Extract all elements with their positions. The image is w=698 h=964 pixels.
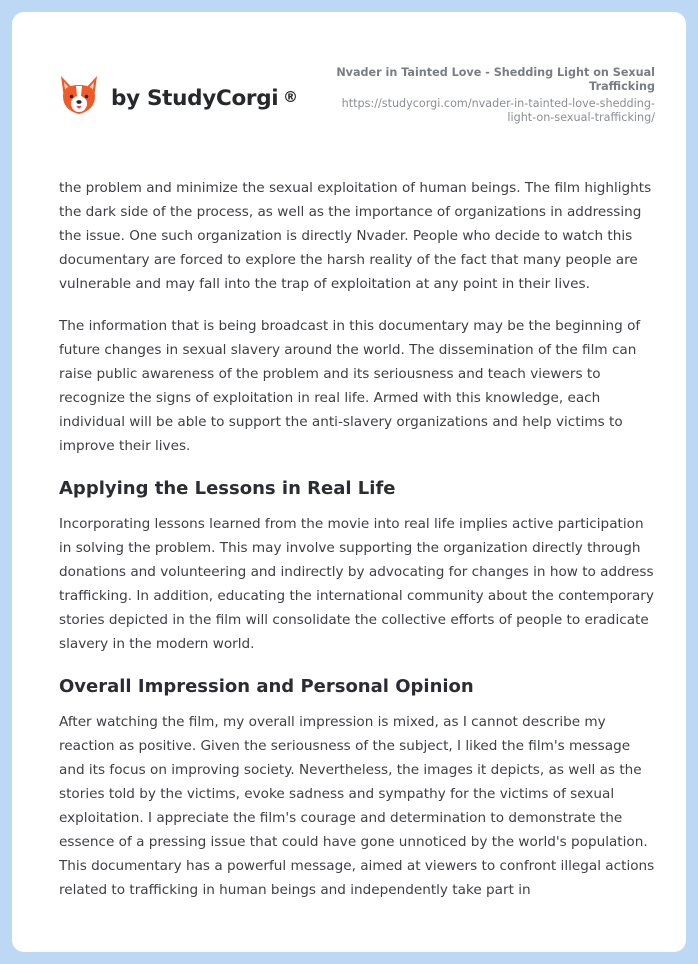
- brand-name: by StudyCorgi: [111, 85, 279, 111]
- paragraph: After watching the film, my overall impression is mixed, as I cannot describe my reaction as positive. Given the seriousness of the subject, I liked the film's message and its focus on improving society. Nevertheless, the images it depicts, as well as the stories told by the victims, evoke sadness and sympathy for the victims of sexual exploitation. I appreciate the film's courage and determination to demonstrate the essence of a pressing issue that could have gone unnoticed by the world's population. This documentary has a powerful message, aimed at viewers to confront illegal actions related to trafficking in human beings and independently take part in: [59, 714, 655, 898]
- document-body: [59, 176, 657, 920]
- registered-mark: ®: [283, 88, 298, 106]
- document-meta: [325, 66, 655, 125]
- paragraph: The information that is being broadcast in this documentary may be the beginning of future changes in sexual slavery around the world. The dissemination of the film can raise public awareness of the problem and its seriousness and teach viewers to recognize the signs of exploitation in real life. Armed with this knowledge, each individual will be able to support the anti-slavery organizations and help victims to improve their lives.: [59, 318, 641, 454]
- paragraph: the problem and minimize the sexual exploitation of human beings. The film highlights the dark side of the process, as well as the importance of organizations in addressing the issue. One such organization is directly Nvader. People who decide to watch this documentary are forced to explore the harsh reality of the fact that many people are vulnerable and may fall into the trap of exploitation at any point in their lives.: [59, 180, 652, 292]
- document-title: Nvader in Tainted Love - Shedding Light on Sexual Trafficking: [336, 66, 655, 93]
- section-heading: Applying the Lessons in Real Life: [59, 478, 396, 499]
- section-heading: Overall Impression and Personal Opinion: [59, 676, 474, 697]
- corgi-logo-icon: [59, 74, 99, 118]
- studycorgi-logo[interactable]: [59, 74, 298, 118]
- document-url[interactable]: https://studycorgi.com/nvader-in-tainted-love-shedding-light-on-sexual-trafficking/: [341, 97, 655, 124]
- paragraph: Incorporating lessons learned from the movie into real life implies active participation in solving the problem. This may involve supporting the organization directly through donations and volunteering and indirectly by advocating for changes in how to address trafficking. In addition, educating the international community about the contemporary stories depicted in the film will consolidate the collective efforts of people to eradicate slavery in the modern world.: [59, 516, 654, 652]
- document-page: [12, 12, 686, 952]
